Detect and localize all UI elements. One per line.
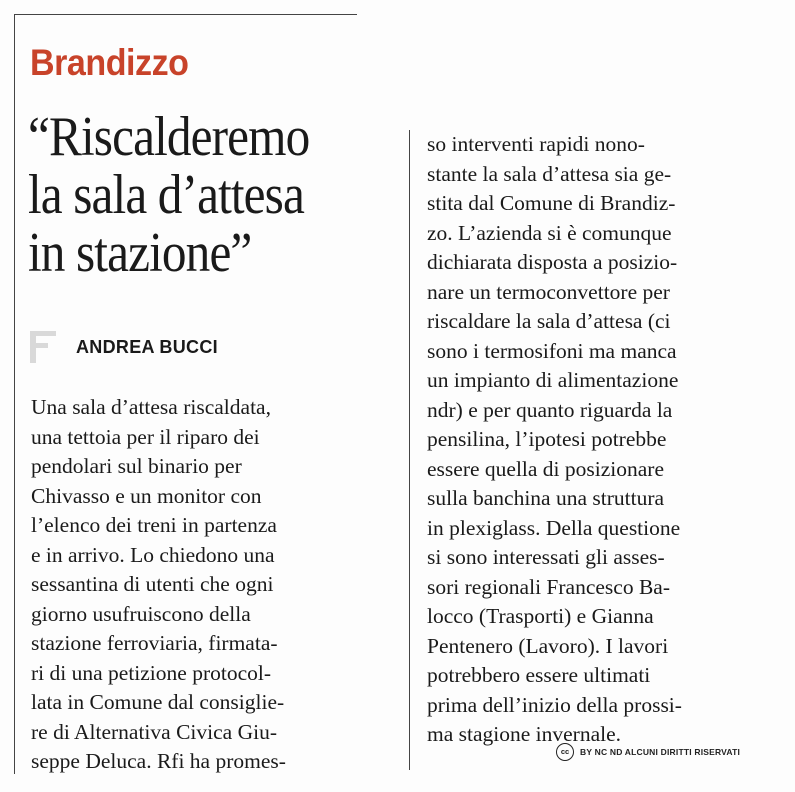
body-line: nare un termoconvettore per [427,279,670,304]
body-line: stazione ferroviaria, firmata- [31,631,278,655]
body-line: locco (Trasporti) e Gianna [427,604,654,628]
body-line: essere quella di posizionare [427,456,665,481]
body-line: sessantina di utenti che ogni [31,572,274,596]
creative-commons-icon: cc [556,743,574,761]
body-line: sulla banchina una struttura [427,486,665,510]
body-line: so interventi rapidi nono- [427,132,645,156]
body-line: zo. L’azienda si è comunque [427,220,672,245]
body-line: ma stagione invernale. [427,722,622,746]
body-line: dichiarata disposta a posizio- [427,250,678,274]
article-headline [28,108,345,282]
body-line: Pentenero (Lavoro). I lavori [427,633,669,658]
headline-line: “Riscalderemo [28,106,310,168]
body-column-right [427,130,753,750]
body-line: in plexiglass. Della questione [427,515,681,540]
body-line: pensilina, l’ipotesi potrebbe [427,427,667,451]
body-line: Chivasso e un monitor con [31,483,262,508]
body-line: si sono interessati gli asses- [427,545,665,569]
byline [30,330,218,364]
section-kicker: Brandizzo [30,42,189,83]
body-line: potrebbero essere ultimati [427,663,651,687]
body-line: e in arrivo. Lo chiedono una [31,542,275,567]
byline-quote-icon [30,331,58,363]
body-line: riscaldare la sala d’attesa (ci [427,309,671,333]
body-line: ndr) e per quanto riguarda la [427,397,673,422]
body-line: sono i termosifoni ma manca [427,338,677,363]
license-note [556,743,740,761]
body-line: stante la sala d’attesa sia ge- [427,161,672,186]
body-line: prima dell’inizio della prossi- [427,692,682,717]
body-line: Una sala d’attesa riscaldata, [31,395,271,419]
body-line: ri di una petizione protocol- [31,660,272,685]
frame-rule-left [14,14,15,774]
body-column-left [31,393,357,777]
body-line: un impianto di alimentazione [427,368,679,392]
body-line: seppe Deluca. Rfi ha promes- [31,749,286,773]
headline-line: la sala d’attesa [28,164,304,226]
body-line: sori regionali Francesco Ba- [427,574,670,599]
body-line: pendolari sul binario per [31,454,242,478]
headline-line: in stazione” [28,222,252,284]
license-text: BY NC ND ALCUNI DIRITTI RISERVATI [580,747,741,757]
body-line: l’elenco dei treni in partenza [31,513,277,537]
body-line: re di Alternativa Civica Giu- [31,719,277,744]
column-divider [409,130,410,770]
body-line: stita dal Comune di Brandiz- [427,191,676,215]
body-line: lata in Comune dal consiglie- [31,690,285,714]
author-name: ANDREA BUCCI [76,336,218,357]
body-line: una tettoia per il riparo dei [31,424,260,449]
frame-rule-top [14,14,357,15]
body-line: giorno usufruiscono della [31,601,251,626]
